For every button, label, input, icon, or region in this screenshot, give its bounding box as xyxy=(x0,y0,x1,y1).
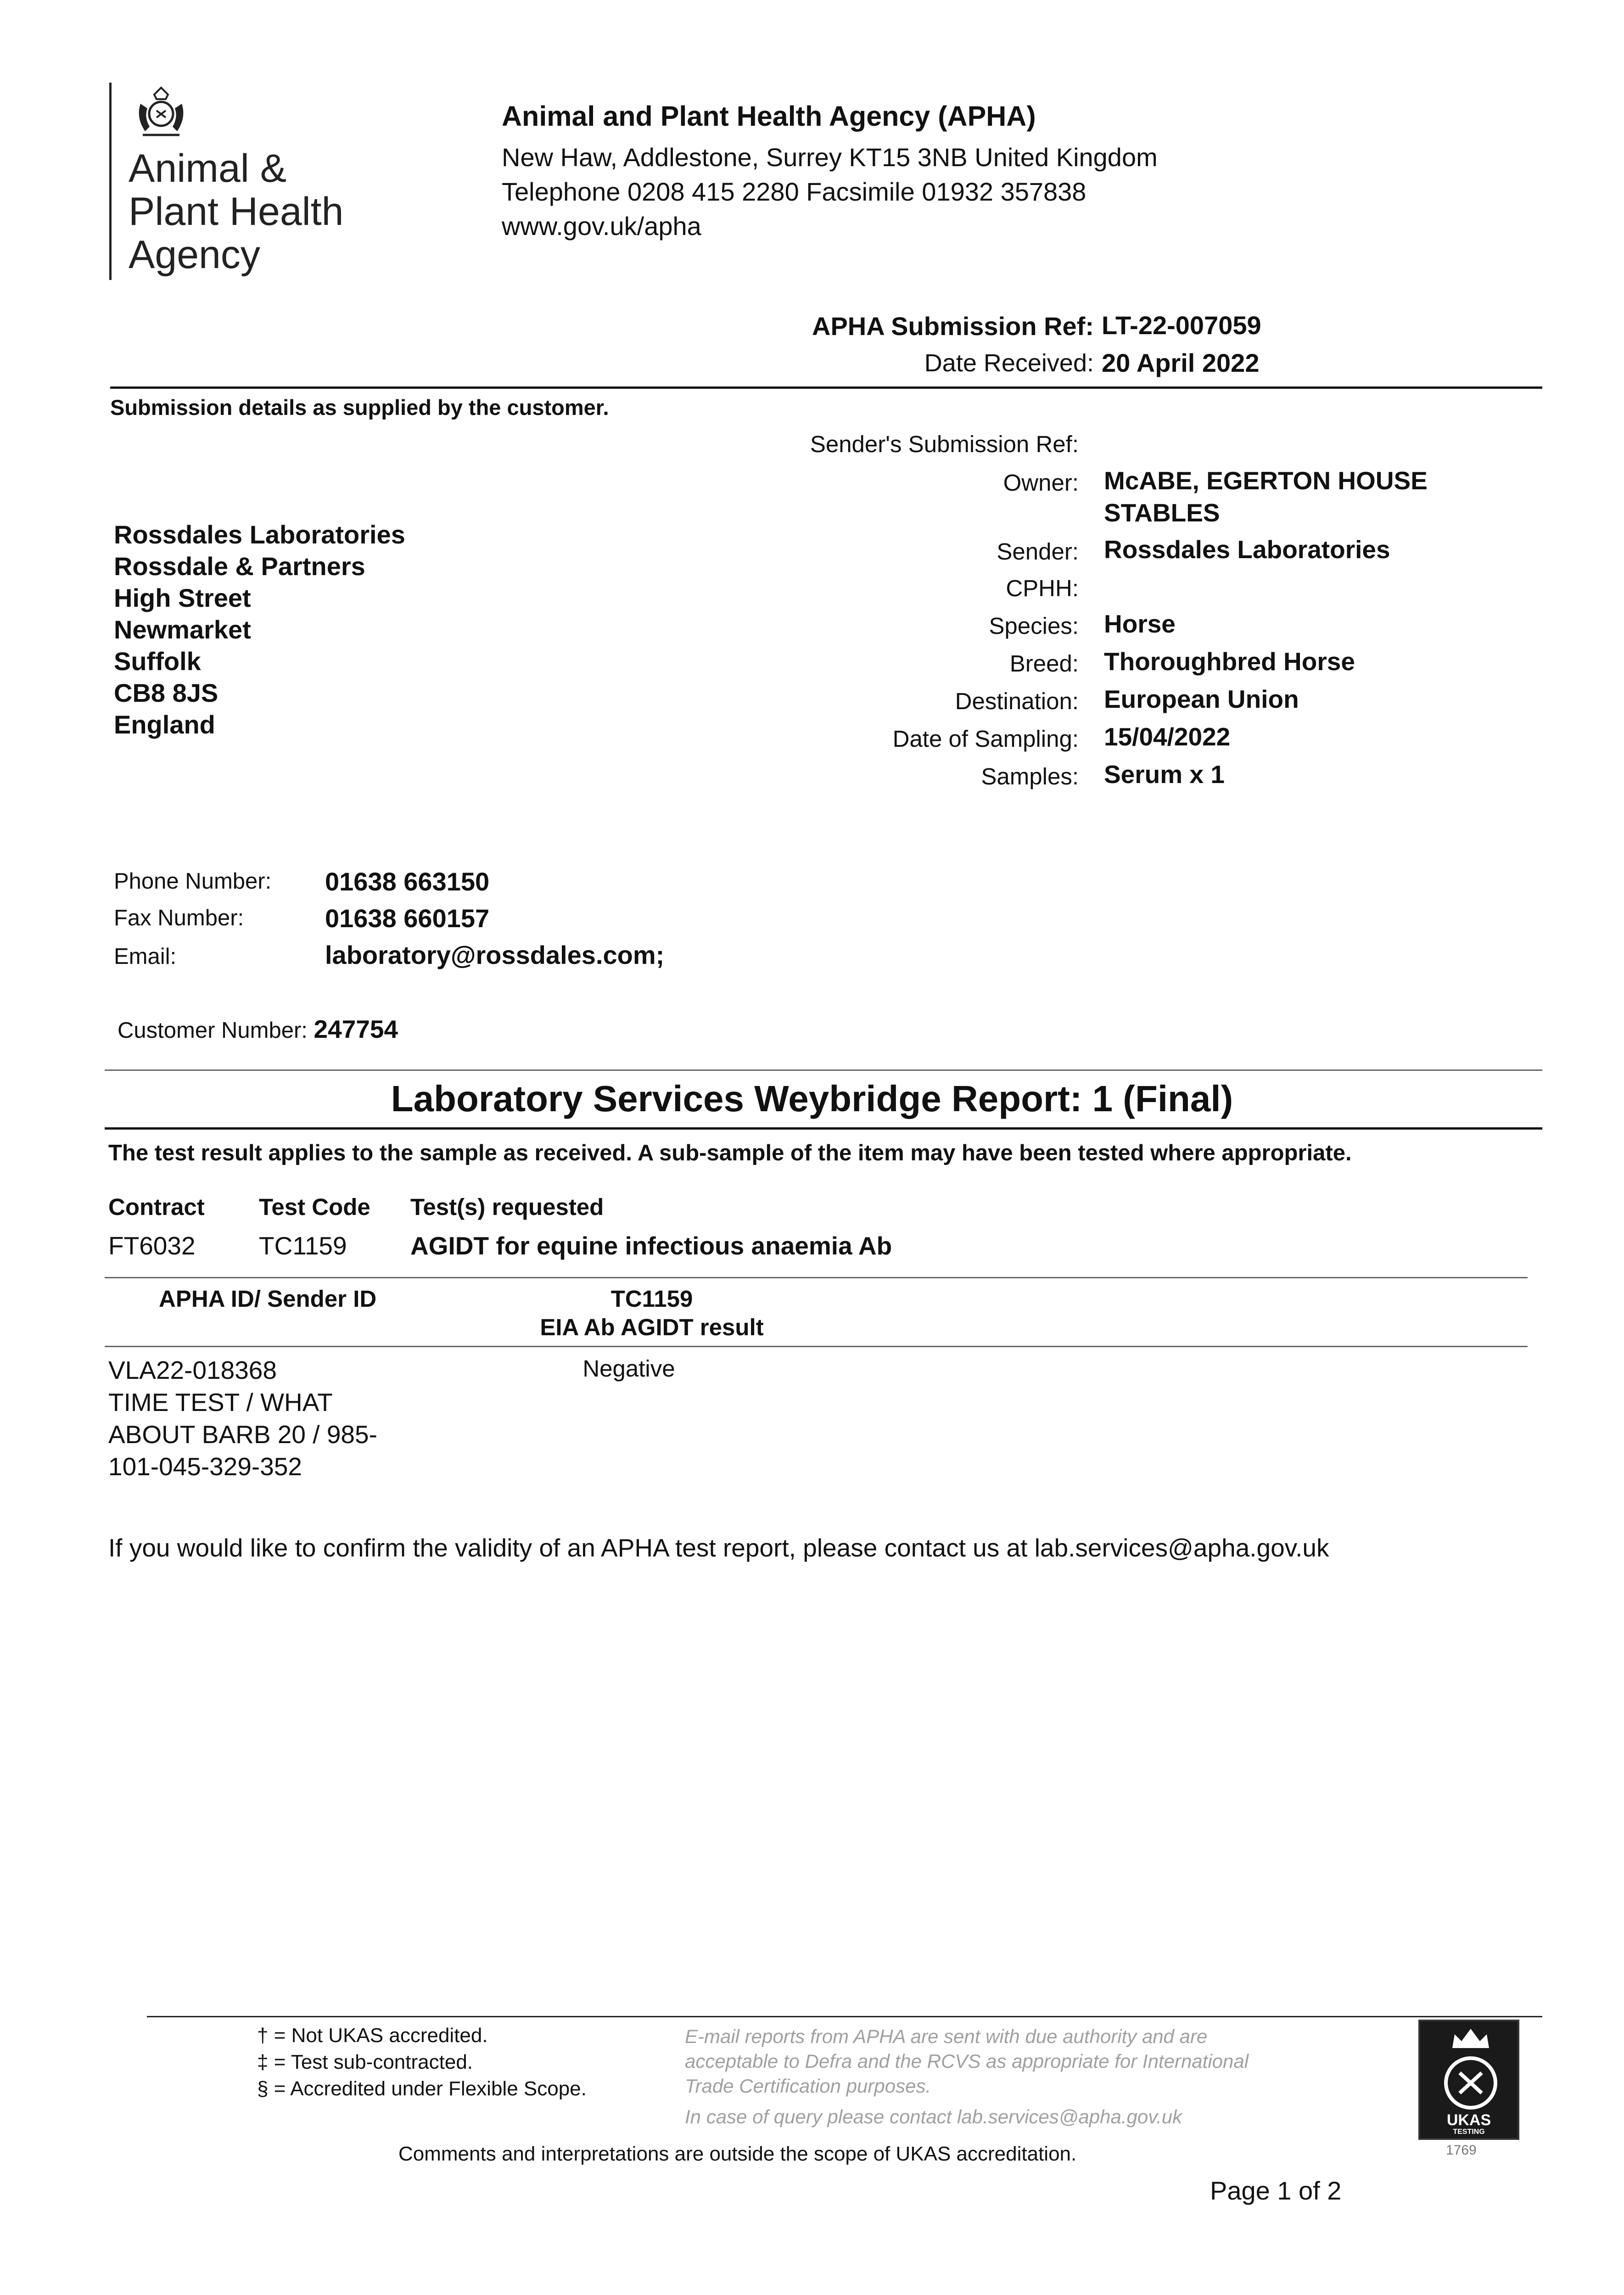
samples-value: Serum x 1 xyxy=(1104,760,1225,789)
test-result: Negative xyxy=(582,1355,675,1382)
sampling-date-value: 15/04/2022 xyxy=(1104,722,1231,751)
breed-value: Thoroughbred Horse xyxy=(1104,647,1355,676)
submission-ref-label: APHA Submission Ref: xyxy=(812,312,1094,341)
report-title: Laboratory Services Weybridge Report: 1 (Final) xyxy=(391,1078,1233,1119)
report-bottom-rule xyxy=(105,1127,1542,1130)
owner-label: Owner: xyxy=(1003,470,1079,496)
submission-ref-value: LT-22-007059 xyxy=(1102,311,1261,340)
destination-label: Destination: xyxy=(955,688,1079,714)
agency-logo-text: Animal & Plant Health Agency xyxy=(129,146,344,277)
agency-phone: Telephone 0208 415 2280 Facsimile 01932 357838 xyxy=(502,177,1086,206)
samples-label: Samples: xyxy=(981,763,1079,789)
phone-value: 01638 663150 xyxy=(325,867,490,896)
logo-divider xyxy=(109,83,112,280)
email-label: Email: xyxy=(114,944,177,969)
phone-label: Phone Number: xyxy=(114,869,272,894)
sample-id: VLA22-018368 TIME TEST / WHAT ABOUT BARB 20 / 985- 101-045-329-352 xyxy=(108,1356,377,1481)
result-subheader: EIA Ab AGIDT result xyxy=(540,1314,764,1340)
test-requested-value: AGIDT for equine infectious anaemia Ab xyxy=(410,1231,892,1260)
species-value: Horse xyxy=(1104,610,1176,638)
page-number: Page 1 of 2 xyxy=(1210,2176,1342,2205)
header-rule xyxy=(110,386,1542,389)
email-value[interactable]: laboratory@rossdales.com; xyxy=(325,940,665,969)
ukas-testing-text: TESTING xyxy=(1453,2128,1485,2136)
report-top-rule xyxy=(105,1069,1542,1071)
sender-label: Sender: xyxy=(997,538,1079,565)
agency-address: New Haw, Addlestone, Surrey KT15 3NB United Kingdom xyxy=(502,143,1158,172)
cphh-label: CPHH: xyxy=(1006,575,1079,601)
date-received-value: 20 April 2022 xyxy=(1102,348,1260,377)
contract-value: FT6032 xyxy=(108,1231,196,1260)
ukas-text: UKAS xyxy=(1446,2111,1491,2129)
species-label: Species: xyxy=(989,613,1079,639)
email-report-note: E-mail reports from APHA are sent with due authority and are acceptable to Defra and the RCVS as appropriate for International Trade Certification purposes. xyxy=(685,2026,1249,2097)
fax-value: 01638 660157 xyxy=(325,904,490,933)
ukas-mark xyxy=(1418,2020,1519,2140)
ukas-emblem-icon xyxy=(1442,2054,1499,2111)
date-received-label: Date Received: xyxy=(924,349,1094,377)
contract-header: Contract xyxy=(108,1194,205,1220)
test-code-value: TC1159 xyxy=(259,1231,347,1260)
details-heading: Submission details as supplied by the customer. xyxy=(110,395,609,420)
breed-label: Breed: xyxy=(1009,650,1079,677)
fax-label: Fax Number: xyxy=(114,906,244,930)
scope-note: Comments and interpretations are outside the scope of UKAS accreditation. xyxy=(398,2143,1077,2165)
crown-icon xyxy=(1448,2025,1494,2053)
results-header-rule xyxy=(105,1346,1528,1347)
accreditation-legend: † = Not UKAS accredited. ‡ = Test sub-contracted. § = Accredited under Flexible Scope. xyxy=(257,2024,587,2100)
royal-crest-icon xyxy=(131,85,191,140)
apha-id-header: APHA ID/ Sender ID xyxy=(159,1286,377,1312)
ukas-number: 1769 xyxy=(1446,2143,1477,2158)
test-code-header: Test Code xyxy=(259,1194,370,1220)
destination-value: European Union xyxy=(1104,685,1299,713)
owner-value: McABE, EGERTON HOUSE STABLES xyxy=(1104,466,1428,527)
results-top-rule xyxy=(105,1277,1528,1278)
validity-note: If you would like to confirm the validity of an APHA test report, please contact us at lab.services@apha.gov.uk xyxy=(108,1534,1329,1562)
query-note: In case of query please contact lab.services@apha.gov.uk xyxy=(685,2106,1182,2127)
footer-rule xyxy=(147,2016,1542,2017)
agency-title: Animal and Plant Health Agency (APHA) xyxy=(502,101,1036,132)
tests-requested-header: Test(s) requested xyxy=(410,1194,604,1220)
sender-ref-label: Sender's Submission Ref: xyxy=(810,431,1079,457)
sender-value: Rossdales Laboratories xyxy=(1104,535,1390,564)
agency-website[interactable]: www.gov.uk/apha xyxy=(502,212,701,241)
result-code-header: TC1159 xyxy=(610,1286,693,1312)
sampling-date-label: Date of Sampling: xyxy=(892,726,1079,752)
customer-number: Customer Number: 247754 xyxy=(118,1015,398,1043)
report-note: The test result applies to the sample as received. A sub-sample of the item may have been tested where appropriate. xyxy=(108,1141,1352,1165)
customer-address: Rossdales Laboratories Rossdale & Partners High Street Newmarket Suffolk CB8 8JS England xyxy=(114,520,405,739)
